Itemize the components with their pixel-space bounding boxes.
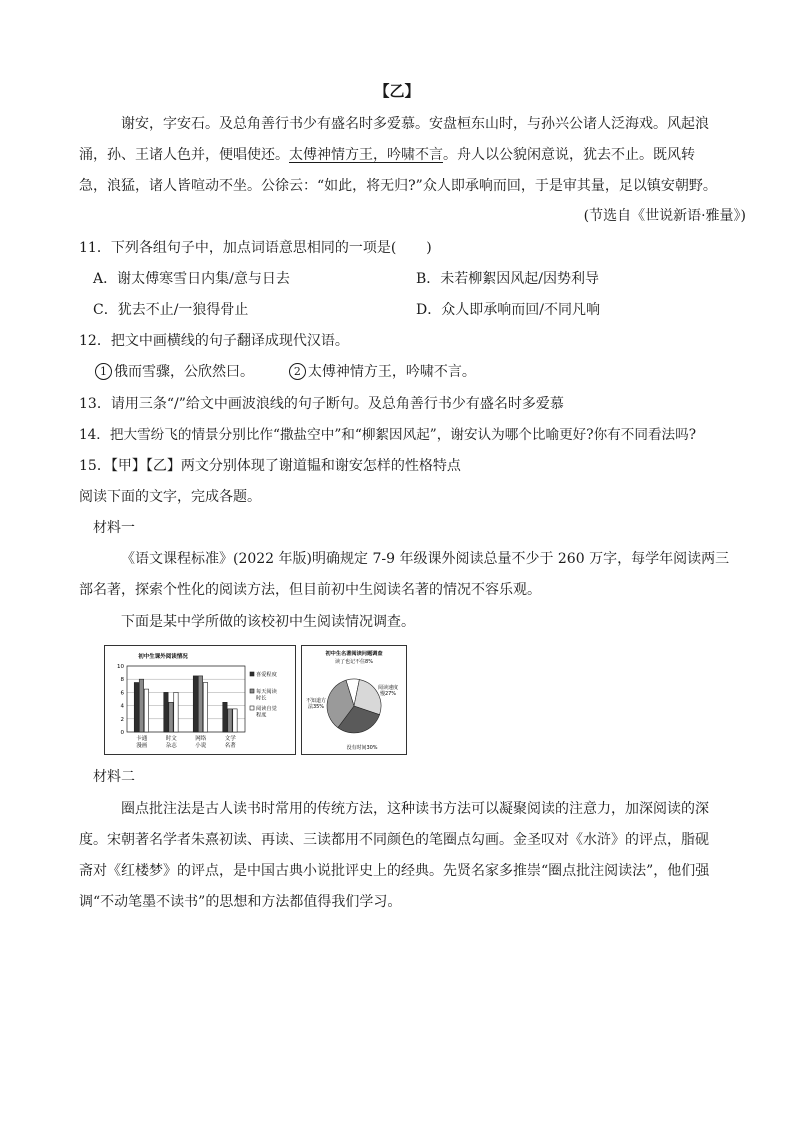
y-tick-label: 8 bbox=[120, 677, 124, 684]
material-1-line-1: 《语文课程标准》(2022 年版)明确规定 7-9 年级课外阅读总量不少于 260 万字，每学年阅读两三 bbox=[121, 551, 730, 567]
legend-label: 每天阅读 bbox=[256, 689, 277, 695]
bar bbox=[139, 679, 143, 732]
legend-label: 阅读自觉 bbox=[256, 706, 277, 712]
bar bbox=[233, 709, 237, 732]
slice-label: 没有时间30% bbox=[346, 745, 378, 751]
x-tick-label: 时文 bbox=[165, 736, 177, 742]
legend-label: 程度 bbox=[256, 712, 267, 719]
y-tick-label: 0 bbox=[120, 730, 124, 736]
x-tick-label: 名著 bbox=[224, 743, 236, 749]
pie-chart bbox=[302, 646, 406, 754]
passage-text: 。舟人以公貌闲意说，犹去不止。既风转 bbox=[443, 147, 695, 163]
circled-number-1: 1 bbox=[95, 363, 112, 380]
bar bbox=[223, 702, 227, 732]
material-1-title: 材料一 bbox=[93, 520, 135, 536]
bar bbox=[134, 683, 138, 733]
bar bbox=[174, 692, 178, 732]
slice-label: 读了也记不住8% bbox=[335, 659, 373, 665]
material-2-line-1: 圈点批注法是古人读书时常用的传统方法，这种读书方法可以凝聚阅读的注意力，加深阅读的深 bbox=[121, 801, 709, 817]
sub-question-2: 太傅神情方王，吟啸不言。 bbox=[307, 364, 476, 380]
reading-intro: 阅读下面的文字，完成各题。 bbox=[79, 489, 261, 505]
x-tick-label: 漫画 bbox=[136, 743, 148, 749]
material-2-line-3: 斋对《红楼梦》的评点，是中国古典小说批评史上的经典。先贤名家多推崇“圈点批注阅读法”，他们强 bbox=[79, 863, 710, 879]
legend-swatch bbox=[250, 706, 254, 710]
passage-line-3: 急，浪猛，诸人皆喧动不坐。公徐云：“如此，将无归?”众人即承响而回，于是审其量，足以镇安朝野。 bbox=[79, 178, 717, 194]
legend-swatch bbox=[250, 689, 254, 693]
x-tick-label: 卡通 bbox=[136, 736, 148, 742]
underlined-sentence: 太傅神情方王，吟啸不言 bbox=[289, 147, 443, 163]
circled-number-2: 2 bbox=[289, 363, 306, 380]
x-tick-label: 文学 bbox=[224, 736, 236, 742]
legend-swatch bbox=[250, 672, 254, 676]
legend-label: 时长 bbox=[256, 695, 267, 702]
question-text: 11．下列各组句子中，加点词语意思相同的一项是( bbox=[79, 240, 397, 256]
passage-line-2 bbox=[79, 145, 695, 165]
x-tick-label: 网络 bbox=[195, 736, 207, 742]
slice-label: 不知道方 bbox=[305, 698, 327, 704]
option-d: D．众人即承响而回/不同凡响 bbox=[416, 302, 600, 318]
material-2-title: 材料二 bbox=[93, 769, 135, 785]
slice-label: 慢27% bbox=[379, 691, 397, 697]
slice-label: 法35% bbox=[307, 704, 325, 710]
bar bbox=[203, 683, 207, 733]
chart-title: 初中生名著阅读问题调查 bbox=[325, 651, 383, 657]
bar-chart bbox=[105, 646, 295, 754]
passage-line-1: 谢安，字安石。及总角善行书少有盛名时多爱慕。安盘桓东山时，与孙兴公诸人泛海戏。风起浪 bbox=[121, 116, 709, 132]
y-tick-label: 4 bbox=[120, 703, 124, 710]
material-1-line-2: 部名著，探索个性化的阅读方法，但目前初中生阅读名著的情况不容乐观。 bbox=[79, 582, 541, 598]
question-text: ) bbox=[426, 240, 432, 256]
pie-chart-panel bbox=[301, 645, 407, 755]
slice-label: 阅读速度 bbox=[377, 685, 399, 691]
bar bbox=[164, 692, 168, 732]
option-a: A．谢太傅寒雪日内集/意与日去 bbox=[93, 271, 290, 287]
question-13: 13．请用三条“/”给文中画波浪线的句子断句。及总角善行书少有盛名时多爱慕 bbox=[79, 396, 564, 412]
passage-source: (节选自《世说新语·雅量》) bbox=[583, 208, 746, 224]
legend-label: 喜爱程度 bbox=[256, 672, 277, 678]
passage-text: 涌，孙、王诸人色并，便唱使还。 bbox=[79, 147, 289, 163]
material-1-line-3: 下面是某中学所做的该校初中生阅读情况调查。 bbox=[121, 614, 415, 630]
material-2-line-4: 调“不动笔墨不读书”的思想和方法都值得我们学习。 bbox=[79, 894, 402, 910]
chart-title: 初中生课外阅读情况 bbox=[138, 654, 188, 660]
question-12: 12．把文中画横线的句子翻译成现代汉语。 bbox=[79, 333, 349, 349]
material-2-line-2: 度。宋朝著名学者朱熹初读、再读、三读都用不同颜色的笔圈点勾画。金圣叹对《水浒》的评点，脂砚 bbox=[79, 832, 709, 848]
section-heading: 【乙】 bbox=[374, 82, 420, 100]
question-12-items bbox=[95, 362, 476, 382]
bar-chart-panel bbox=[104, 645, 296, 755]
bar bbox=[193, 676, 197, 732]
x-tick-label: 小说 bbox=[195, 743, 207, 749]
question-11 bbox=[79, 238, 432, 258]
bar bbox=[169, 702, 173, 732]
x-tick-label: 杂志 bbox=[165, 743, 177, 749]
y-tick-label: 10 bbox=[117, 664, 124, 670]
question-14: 14．把大雪纷飞的情景分别比作“撒盐空中”和“柳絮因风起”，谢安认为哪个比喻更好?你有不同看法吗? bbox=[79, 427, 697, 443]
bar bbox=[198, 676, 202, 732]
option-b: B．未若柳絮因风起/因势利导 bbox=[416, 271, 600, 287]
y-tick-label: 6 bbox=[120, 690, 124, 697]
bar bbox=[144, 689, 148, 732]
bar bbox=[228, 709, 232, 732]
question-15: 15．【甲】【乙】两文分别体现了谢道韫和谢安怎样的性格特点 bbox=[79, 458, 461, 474]
y-tick-label: 2 bbox=[120, 716, 124, 723]
sub-question-1: 俄而雪骤，公欣然曰。 bbox=[114, 364, 254, 380]
option-c: C．犹去不止/一狼得骨止 bbox=[93, 302, 249, 318]
